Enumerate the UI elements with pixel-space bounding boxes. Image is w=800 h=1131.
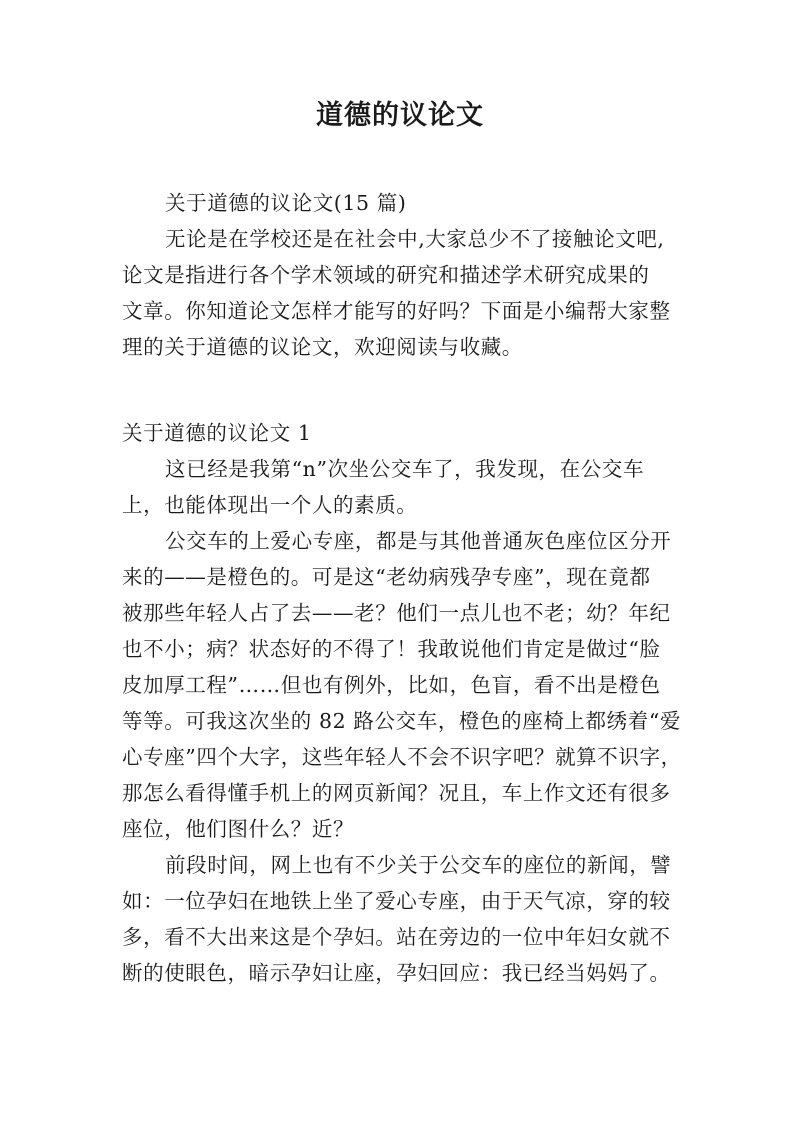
- paragraph-line: 被那些年轻人占了去——老？他们一点儿也不老；幼？年纪: [122, 601, 671, 625]
- paragraph-line: 那怎么看得懂手机上的网页新闻？况且，车上作文还有很多: [122, 781, 671, 805]
- paragraph-line: 这已经是我第“n”次坐公交车了，我发现，在公交车: [165, 457, 645, 481]
- paragraph-line: 如：一位孕妇在地铁上坐了爱心专座，由于天气凉，穿的较: [122, 889, 671, 913]
- paragraph-line: 座位，他们图什么？近？: [122, 817, 355, 841]
- section-spacer: [122, 365, 684, 415]
- paragraph-line: 断的使眼色，暗示孕妇让座，孕妇回应：我已经当妈妈了。: [122, 961, 671, 985]
- paragraph-line: 等等。可我这次坐的 82 路公交车，橙色的座椅上都绣着“爱: [122, 709, 681, 733]
- paragraph-line: 公交车的上爱心专座，都是与其他普通灰色座位区分开: [165, 529, 672, 553]
- paragraph-line: 多，看不大出来这是个孕妇。站在旁边的一位中年妇女就不: [122, 925, 671, 949]
- paragraph-line: 无论是在学校还是在社会中,大家总少不了接触论文吧,: [165, 227, 665, 251]
- paragraph-line: 理的关于道德的议论文，欢迎阅读与收藏。: [122, 335, 523, 359]
- paragraph-line: 论文是指进行各个学术领域的研究和描述学术研究成果的: [122, 263, 650, 287]
- paragraph-line: 上，也能体现出一个人的素质。: [122, 493, 418, 517]
- paragraph-line: 也不小；病？状态好的不得了！我敢说他们肯定是做过“脸: [122, 637, 661, 661]
- paragraph-line: 皮加厚工程”……但也有例外，比如，色盲，看不出是橙色: [122, 673, 661, 697]
- paragraph-line: 前段时间，网上也有不少关于公交车的座位的新闻，譬: [165, 853, 672, 877]
- section-heading: 关于道德的议论文 1: [122, 421, 312, 445]
- document-title: 道德的议论文: [316, 100, 484, 131]
- subtitle-line: 关于道德的议论文(15 篇): [165, 191, 407, 215]
- document-body: [122, 185, 684, 991]
- paragraph-line: 心专座”四个大字，这些年轻人不会不识字吧？就算不识字，: [122, 745, 682, 769]
- paragraph-line: 文章。你知道论文怎样才能写的好吗？下面是小编帮大家整: [122, 299, 671, 323]
- paragraph-line: 来的——是橙色的。可是这“老幼病残孕专座”，现在竟都: [122, 565, 651, 589]
